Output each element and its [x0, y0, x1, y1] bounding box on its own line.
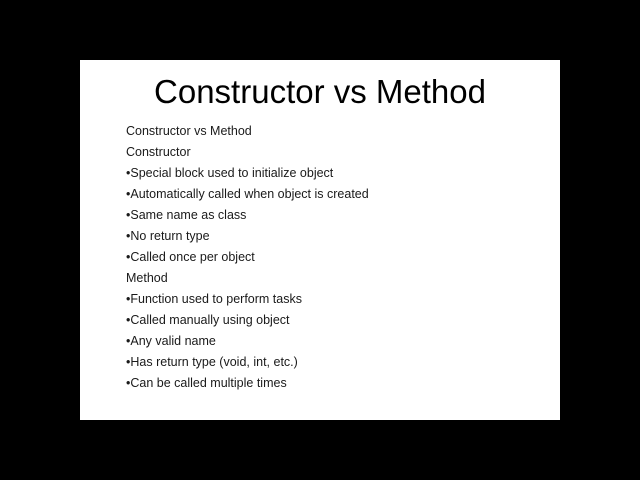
section-heading-method: Method [126, 271, 168, 285]
bullet-item: •Called once per object [126, 250, 255, 264]
body-line-heading: Constructor vs Method [126, 124, 252, 138]
bullet-item: •Automatically called when object is created [126, 187, 369, 201]
slide-title: Constructor vs Method [154, 73, 486, 110]
bullet-item: •Has return type (void, int, etc.) [126, 355, 298, 369]
section-heading-constructor: Constructor [126, 145, 191, 159]
bullet-item: •Function used to perform tasks [126, 292, 302, 306]
slide-body [126, 121, 369, 394]
bullet-item: •Called manually using object [126, 313, 290, 327]
bullet-item: •Can be called multiple times [126, 376, 287, 390]
bullet-item: •Any valid name [126, 334, 216, 348]
bullet-item: •Same name as class [126, 208, 247, 222]
slide [80, 60, 560, 420]
bullet-item: •No return type [126, 229, 210, 243]
bullet-item: •Special block used to initialize object [126, 166, 334, 180]
